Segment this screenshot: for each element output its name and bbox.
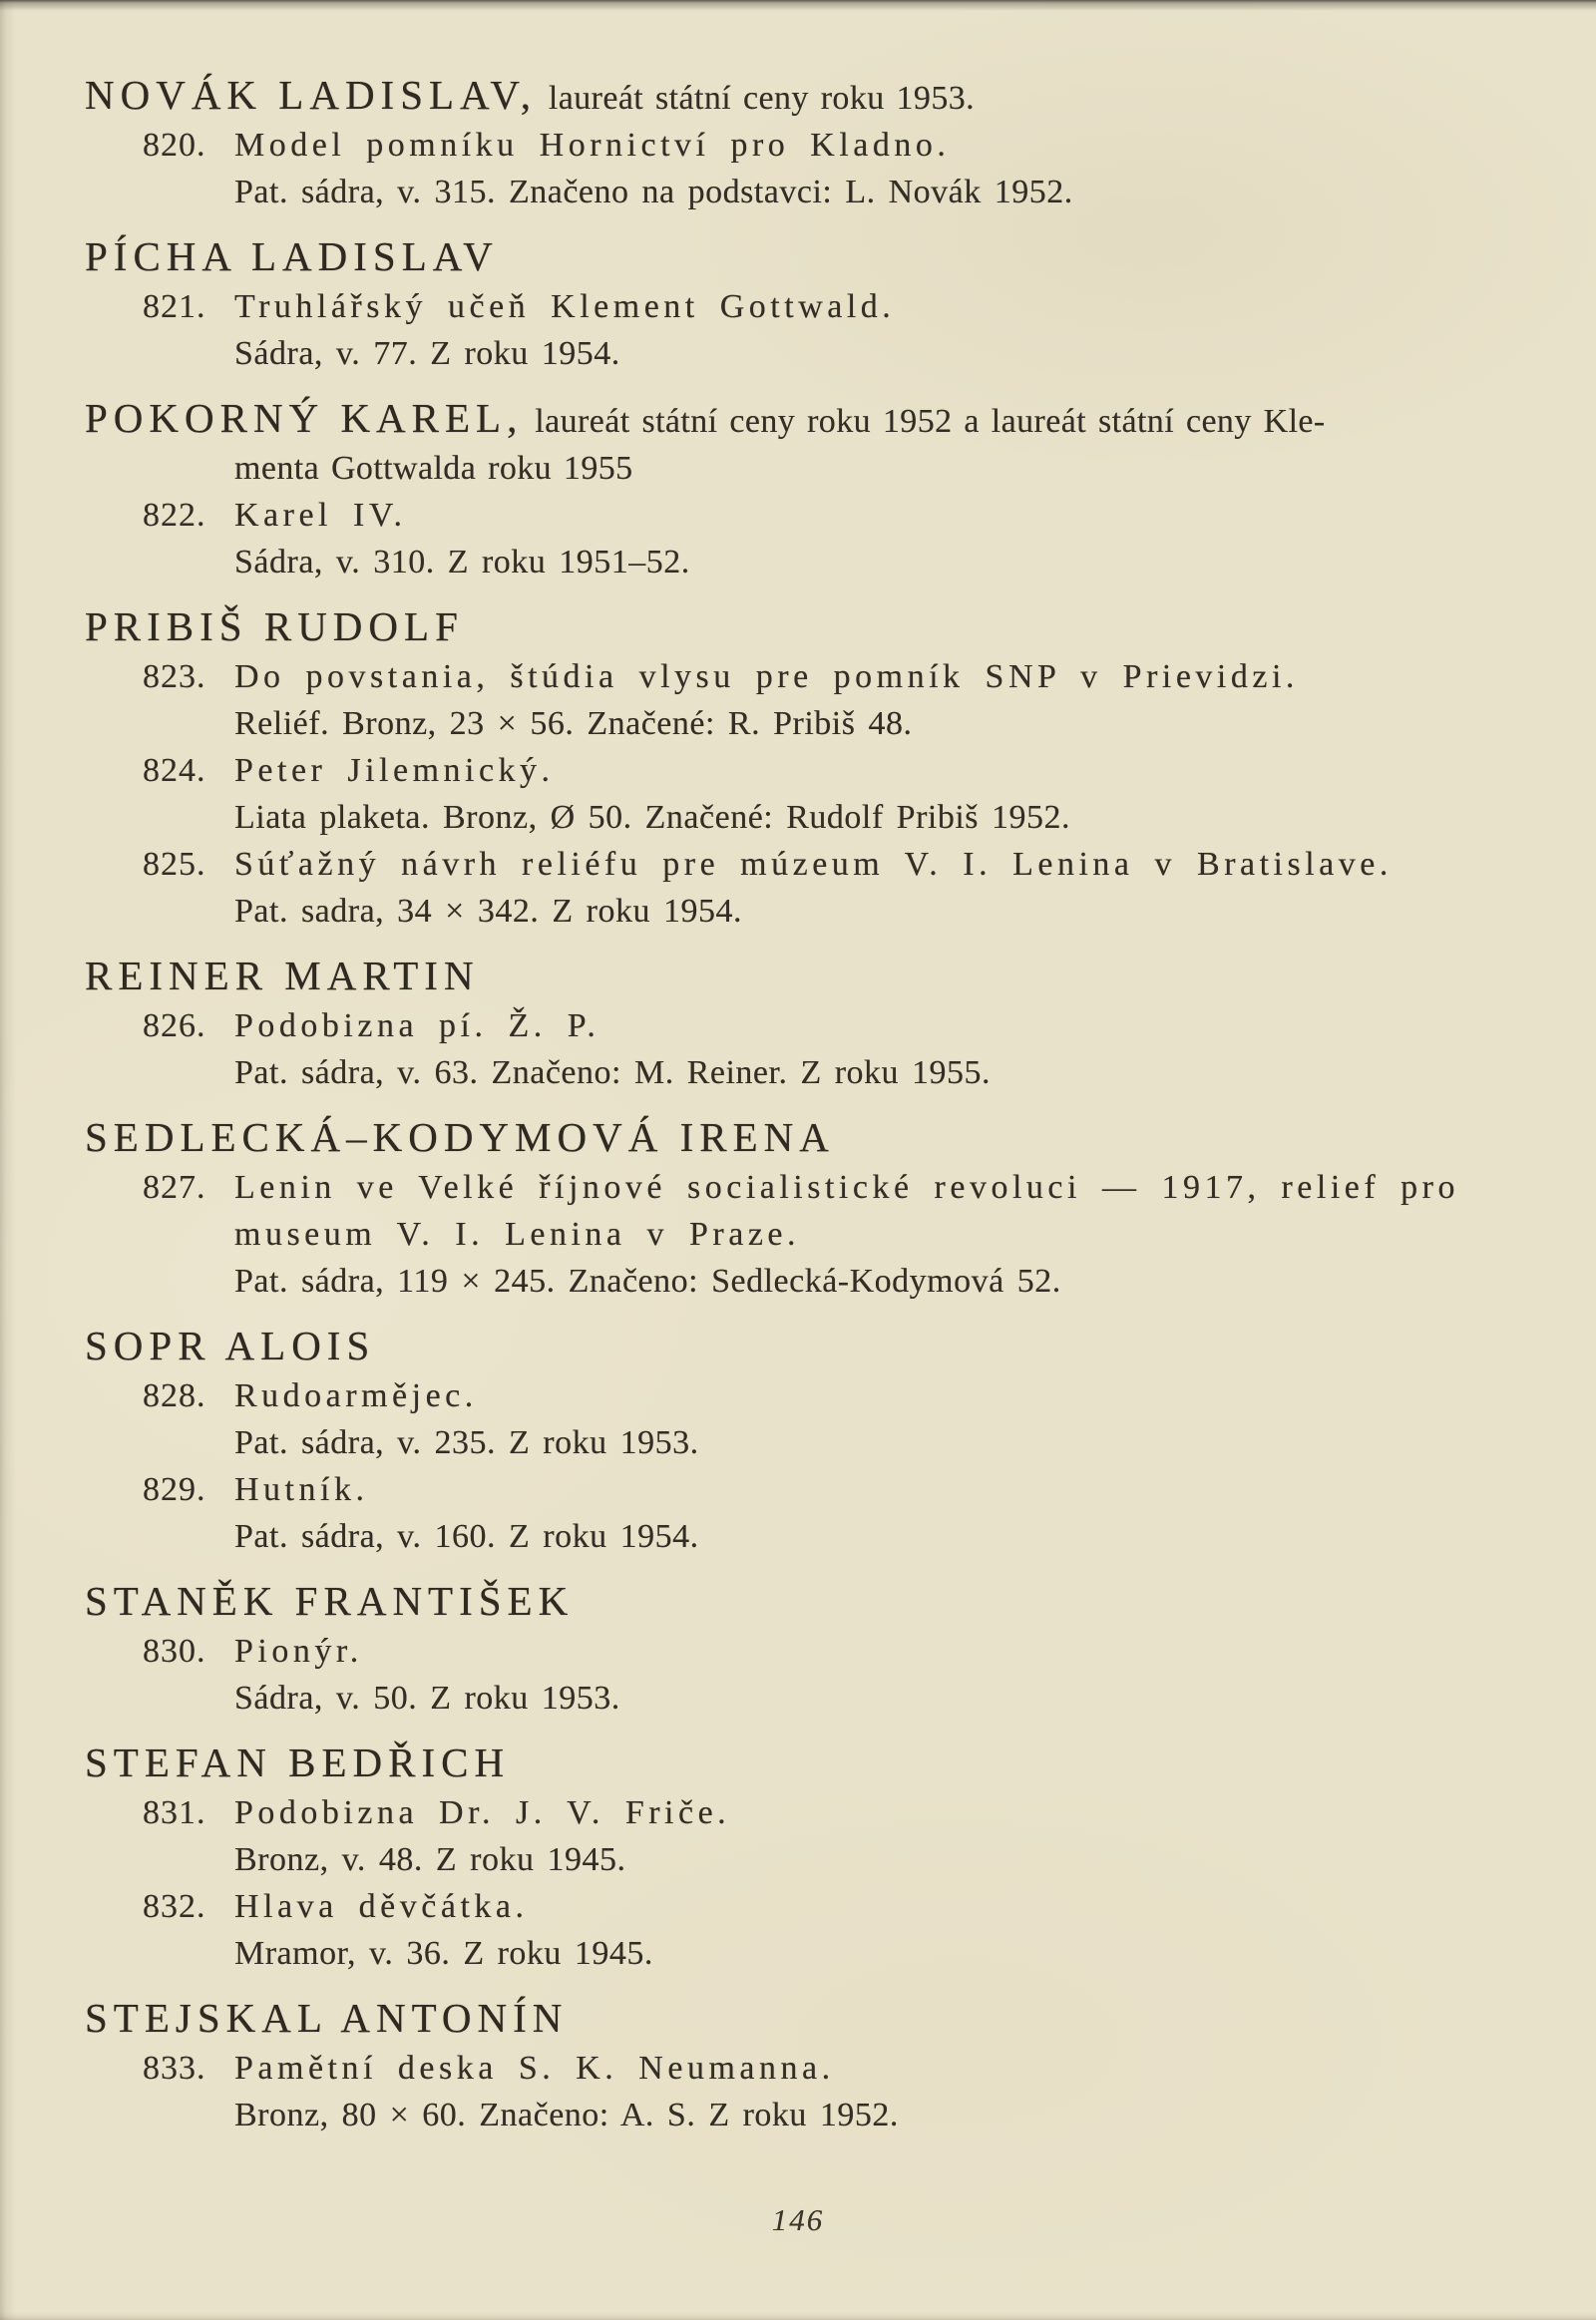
entry-number: 820. — [143, 127, 206, 164]
catalog-entry — [0, 2045, 1596, 2138]
artist-header — [0, 603, 1596, 653]
artist-name: STEFAN BEDŘICH — [85, 1740, 511, 1785]
entry-detail: Liata plaketa. Bronz, Ø 50. Značené: Rudolf Pribiš 1952. — [234, 799, 1071, 836]
catalog-section — [0, 1114, 1596, 1305]
entry-number: 832. — [143, 1888, 206, 1925]
entry-title: Podobizna pí. Ž. P. — [234, 1007, 600, 1044]
entry-detail: Reliéf. Bronz, 23 × 56. Značené: R. Pribiš 48. — [234, 705, 913, 742]
entry-title-line — [0, 283, 1596, 330]
artist-header — [0, 1114, 1596, 1164]
artist-name: SEDLECKÁ–KODYMOVÁ IRENA — [85, 1114, 835, 1160]
entry-detail: Sádra, v. 50. Z roku 1953. — [234, 1680, 620, 1717]
entry-title: Pamětní deska S. K. Neumanna. — [234, 2050, 835, 2087]
entry-title: Podobizna Dr. J. V. Friče. — [234, 1794, 731, 1831]
entry-title: Karel IV. — [234, 497, 407, 534]
entry-detail-line — [0, 700, 1596, 747]
catalog-section — [0, 1740, 1596, 1977]
entry-detail-line — [0, 1930, 1596, 1977]
entry-detail-line — [0, 1675, 1596, 1722]
artist-header — [0, 395, 1596, 445]
artist-honors: laureát státní ceny roku 1952 a laureát státní ceny Kle- — [523, 403, 1326, 440]
artist-header — [0, 233, 1596, 283]
catalog-section — [0, 72, 1596, 215]
entry-detail-line — [0, 1049, 1596, 1096]
artist-name: NOVÁK LADISLAV, — [85, 72, 537, 118]
entry-number: 830. — [143, 1633, 206, 1670]
entry-detail: Pat. sádra, v. 235. Z roku 1953. — [234, 1424, 699, 1461]
catalog-entry — [0, 841, 1596, 935]
entry-detail: Bronz, v. 48. Z roku 1945. — [234, 1841, 626, 1878]
entry-detail-line — [0, 1513, 1596, 1560]
catalog-entry — [0, 1372, 1596, 1466]
catalog-entry — [0, 283, 1596, 377]
catalog-section — [0, 953, 1596, 1096]
catalog-entry — [0, 1628, 1596, 1722]
catalog-entry — [0, 1002, 1596, 1096]
entry-title: Hutník. — [234, 1471, 369, 1508]
catalog-section — [0, 233, 1596, 377]
catalog-entry — [0, 1789, 1596, 1883]
entry-title: Rudoarmějec. — [234, 1377, 478, 1414]
entry-number: 827. — [143, 1169, 206, 1206]
entry-detail-line — [0, 1836, 1596, 1883]
entry-title: Pionýr. — [234, 1633, 363, 1670]
catalog-section — [0, 395, 1596, 585]
artist-name: PRIBIŠ RUDOLF — [85, 603, 464, 649]
entry-detail: Mramor, v. 36. Z roku 1945. — [234, 1935, 653, 1972]
entry-number: 828. — [143, 1377, 206, 1414]
entry-title-line — [0, 1789, 1596, 1836]
entry-detail: Pat. sádra, v. 315. Značeno na podstavci: L. Novák 1952. — [234, 174, 1073, 210]
artist-name: POKORNÝ KAREL, — [85, 395, 524, 441]
entry-title: Lenin ve Velké říjnové socialistické revoluci — 1917, relief pro — [234, 1169, 1459, 1206]
catalog-entry — [0, 747, 1596, 841]
entry-title-line — [0, 1628, 1596, 1675]
entry-detail: Pat. sádra, v. 63. Značeno: M. Reiner. Z roku 1955. — [234, 1054, 992, 1091]
catalog-entry — [0, 653, 1596, 747]
artist-header — [0, 1740, 1596, 1789]
catalog-section — [0, 1995, 1596, 2138]
entry-detail-line — [0, 169, 1596, 215]
artist-name: REINER MARTIN — [85, 953, 480, 998]
entry-title: Peter Jilemnický. — [234, 752, 555, 789]
catalog-entry — [0, 1883, 1596, 1977]
entry-detail-line — [0, 1419, 1596, 1466]
entry-number: 825. — [143, 846, 206, 883]
entry-number: 829. — [143, 1471, 206, 1508]
artist-header — [0, 1995, 1596, 2045]
entry-number: 826. — [143, 1007, 206, 1044]
entry-number: 821. — [143, 288, 206, 325]
entry-number: 833. — [143, 2050, 206, 2087]
entry-title: Model pomníku Hornictví pro Kladno. — [234, 127, 951, 164]
entry-number: 822. — [143, 497, 206, 534]
entry-title-line — [0, 841, 1596, 888]
artist-honors: laureát státní ceny roku 1953. — [536, 80, 976, 117]
entry-title-line — [0, 1466, 1596, 1513]
entry-detail-line — [0, 330, 1596, 377]
catalog-entry — [0, 492, 1596, 585]
entry-detail-line — [0, 1258, 1596, 1305]
entry-detail: Pat. sádra, v. 160. Z roku 1954. — [234, 1518, 699, 1555]
artist-header — [0, 1578, 1596, 1628]
entry-detail: Pat. sádra, 119 × 245. Značeno: Sedlecká-Kodymová 52. — [234, 1263, 1061, 1300]
entry-detail: Sádra, v. 310. Z roku 1951–52. — [234, 544, 690, 580]
entry-title-line — [0, 653, 1596, 700]
artist-header — [0, 953, 1596, 1002]
catalog-entry — [0, 1466, 1596, 1560]
artist-name: STEJSKAL ANTONÍN — [85, 1995, 569, 2041]
artist-header — [0, 72, 1596, 122]
entry-title: Súťažný návrh reliéfu pre múzeum V. I. Lenina v Bratislave. — [234, 846, 1393, 883]
artist-name: SOPR ALOIS — [85, 1323, 376, 1368]
entry-detail: Pat. sadra, 34 × 342. Z roku 1954. — [234, 893, 742, 930]
entry-title: Hlava děvčátka. — [234, 1888, 529, 1925]
entry-title-line — [0, 122, 1596, 169]
entry-detail-line — [0, 794, 1596, 841]
entry-title-line — [0, 1883, 1596, 1930]
entry-title-line — [0, 2045, 1596, 2092]
entry-title-line — [0, 1372, 1596, 1419]
artist-name: STANĚK FRANTIŠEK — [85, 1578, 575, 1624]
catalog-entry — [0, 1164, 1596, 1305]
entry-title: Truhlářský učeň Klement Gottwald. — [234, 288, 896, 325]
entry-number: 823. — [143, 658, 206, 695]
entry-title-line — [0, 1002, 1596, 1049]
catalog-entry — [0, 122, 1596, 215]
catalog-section — [0, 603, 1596, 935]
entry-number: 831. — [143, 1794, 206, 1831]
entry-title-line — [0, 747, 1596, 794]
entry-detail: Sádra, v. 77. Z roku 1954. — [234, 335, 620, 372]
artist-header — [0, 1323, 1596, 1372]
entry-title-continuation-text: museum V. I. Lenina v Praze. — [234, 1216, 800, 1253]
entry-number: 824. — [143, 752, 206, 789]
catalog-section — [0, 1323, 1596, 1560]
entry-title-line — [0, 492, 1596, 539]
entry-title-line — [0, 1164, 1596, 1211]
entry-title-continuation — [0, 1211, 1596, 1258]
page-number: 146 — [771, 2202, 825, 2237]
entry-detail: Bronz, 80 × 60. Značeno: A. S. Z roku 1952. — [234, 2097, 899, 2133]
entry-detail-line — [0, 2092, 1596, 2138]
catalog-section — [0, 1578, 1596, 1722]
entry-title: Do povstania, štúdia vlysu pre pomník SNP v Prievidzi. — [234, 658, 1299, 695]
entry-detail-line — [0, 888, 1596, 935]
artist-name: PÍCHA LADISLAV — [85, 233, 499, 279]
artist-honors-continuation: menta Gottwalda roku 1955 — [234, 450, 633, 487]
entry-detail-line — [0, 539, 1596, 585]
